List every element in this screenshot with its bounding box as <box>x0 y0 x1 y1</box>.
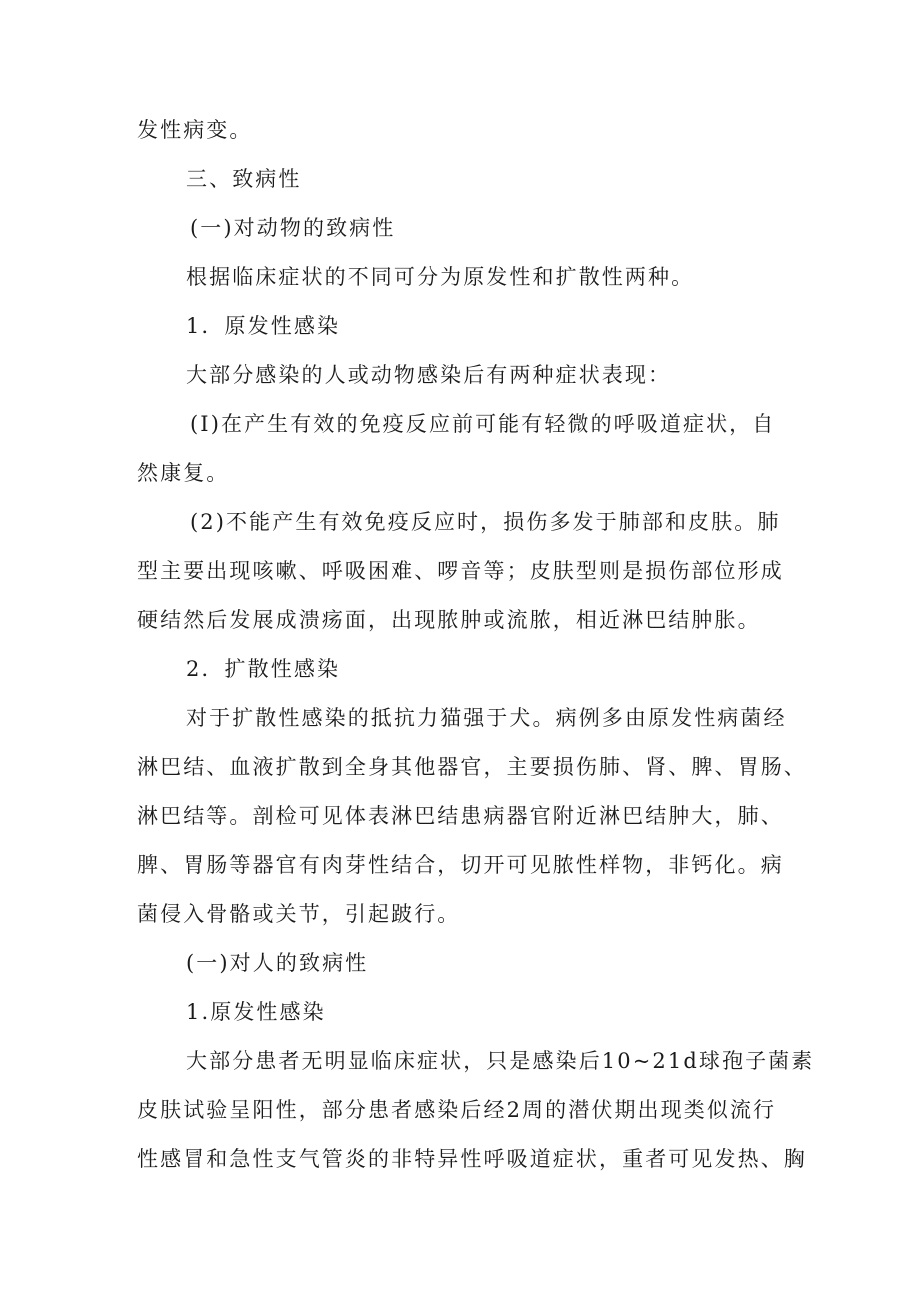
paragraph-line: 菌侵入骨骼或关节，引起跛行。 <box>137 902 461 926</box>
paragraph-line: (I)在产生有效的免疫反应前可能有轻微的呼吸道症状，自 <box>190 412 776 436</box>
paragraph-line: 皮肤试验呈阳性，部分患者感染后经2周的潜伏期出现类似流行 <box>137 1098 777 1122</box>
paragraph-line: 大部分感染的人或动物感染后有两种症状表现： <box>186 363 672 387</box>
item-heading: 2．扩散性感染 <box>186 657 341 681</box>
paragraph-line: 硬结然后发展成溃疡面，出现脓肿或流脓，相近淋巴结肿胀。 <box>137 608 761 632</box>
paragraph-line: 然康复。 <box>137 461 230 485</box>
paragraph-line: 淋巴结、血液扩散到全身其他器官，主要损伤肺、肾、脾、胃肠、 <box>137 755 807 779</box>
paragraph-line: 大部分患者无明显临床症状，只是感染后10~21d球孢子菌素 <box>186 1049 815 1073</box>
paragraph-line: 发性病变。 <box>137 118 253 142</box>
paragraph-line: 性感冒和急性支气管炎的非特异性呼吸道症状，重者可见发热、胸 <box>137 1147 807 1171</box>
paragraph-line: 型主要出现咳嗽、呼吸困难、啰音等；皮肤型则是损伤部位形成 <box>137 559 784 583</box>
subsection-heading: (一)对动物的致病性 <box>190 216 396 240</box>
section-heading: 三、致病性 <box>186 167 302 191</box>
paragraph-line: 脾、胃肠等器官有肉芽性结合，切开可见脓性样物，非钙化。病 <box>137 853 784 877</box>
item-heading: 1.原发性感染 <box>186 1000 326 1024</box>
paragraph-line: 淋巴结等。剖检可见体表淋巴结患病器官附近淋巴结肿大，肺、 <box>137 804 784 828</box>
subsection-heading: (一)对人的致病性 <box>186 951 369 975</box>
item-heading: 1．原发性感染 <box>186 314 341 338</box>
paragraph-line: (2)不能产生有效免疫反应时，损伤多发于肺部和皮肤。肺 <box>190 510 781 534</box>
paragraph-line: 对于扩散性感染的抵抗力猫强于犬。病例多由原发性病菌经 <box>186 706 787 730</box>
paragraph-line: 根据临床症状的不同可分为原发性和扩散性两种。 <box>186 265 695 289</box>
